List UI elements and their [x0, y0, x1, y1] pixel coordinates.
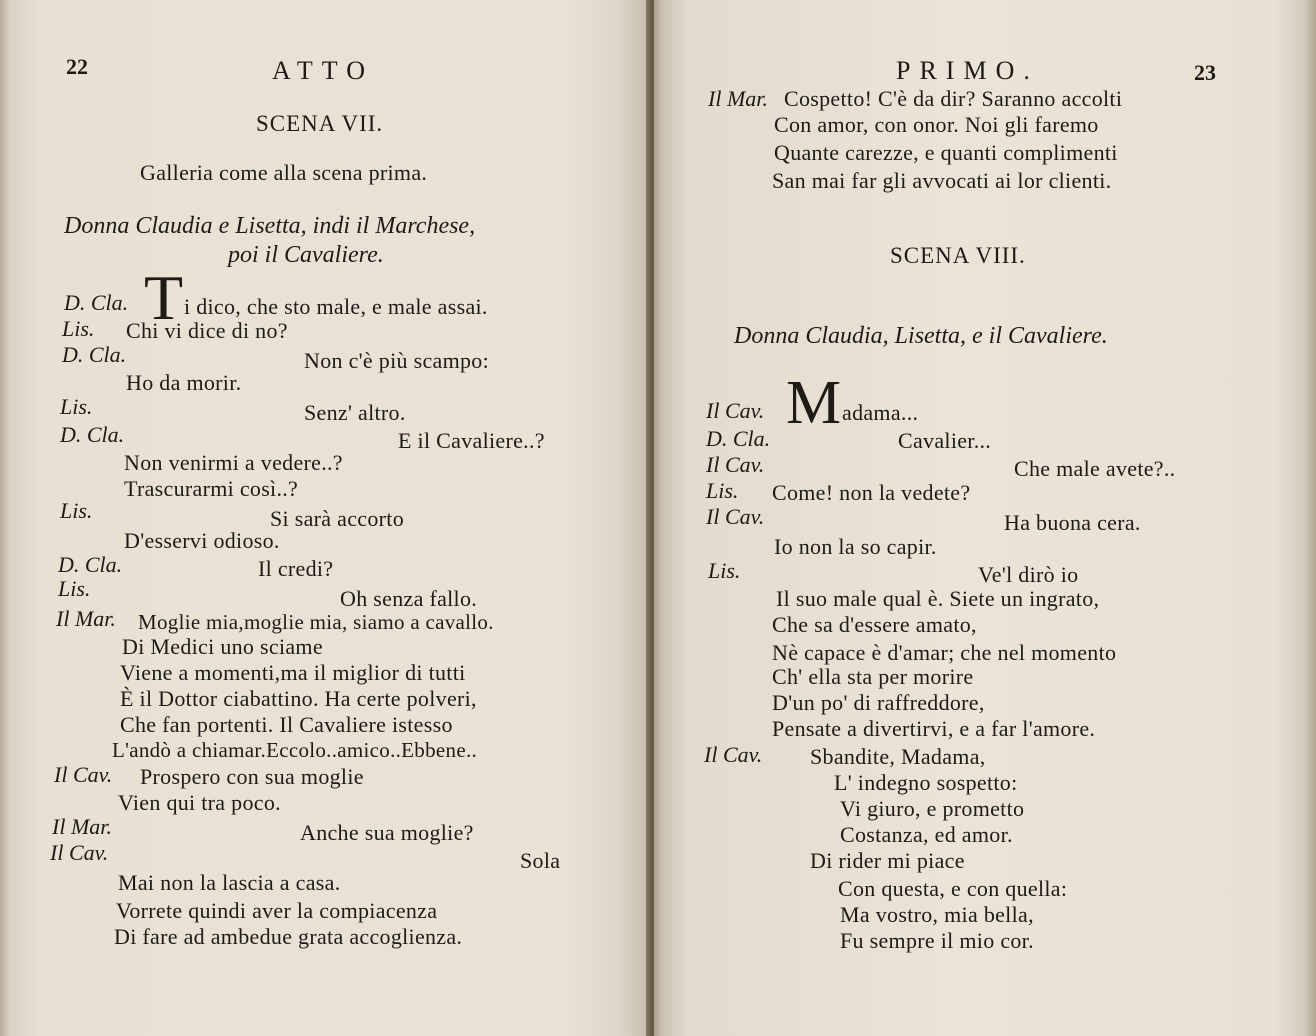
speaker-label: Lis. — [58, 576, 91, 601]
speaker-label: Il Cav. — [50, 840, 109, 865]
dialogue-line: Ch' ella sta per morire — [772, 664, 974, 689]
speaker-label: Il Mar. — [56, 606, 116, 631]
dialogue-line: Ma vostro, mia bella, — [840, 902, 1034, 927]
dialogue-line: Viene a momenti,ma il miglior di tutti — [120, 660, 466, 685]
dialogue-line: E il Cavaliere..? — [398, 428, 545, 453]
dialogue-line: Fu sempre il mio cor. — [840, 928, 1034, 953]
dialogue-line: Ve'l dirò io — [978, 562, 1079, 587]
dialogue-line: Sbandite, Madama, — [810, 744, 986, 769]
speaker-label: D. Cla. — [706, 426, 771, 451]
dialogue-line: adama... — [842, 400, 919, 425]
cast-list: poi il Cavaliere. — [228, 242, 384, 268]
dialogue-line: D'esservi odioso. — [124, 528, 280, 553]
dialogue-line: Nè capace è d'amar; che nel momento — [772, 640, 1117, 665]
speaker-label: D. Cla. — [58, 552, 123, 577]
speaker-label: D. Cla. — [60, 422, 125, 447]
dialogue-line: Che sa d'essere amato, — [772, 612, 977, 637]
cast-list: Donna Claudia, Lisetta, e il Cavaliere. — [734, 323, 1108, 349]
drop-cap: T — [144, 262, 184, 333]
dialogue-line: Di fare ad ambedue grata accoglienza. — [114, 924, 463, 949]
dialogue-line: L' indegno sospetto: — [834, 770, 1018, 795]
speaker-label: Il Cav. — [704, 742, 763, 767]
dialogue-line: Con questa, e con quella: — [838, 876, 1068, 901]
dialogue-line: Io non la so capir. — [774, 534, 937, 559]
dialogue-line: Senz' altro. — [304, 400, 406, 425]
running-head: PRIMO. — [896, 56, 1039, 85]
dialogue-line: Sola — [520, 848, 561, 873]
dialogue-line: Che fan portenti. Il Cavaliere istesso — [120, 712, 453, 737]
speaker-label: D. Cla. — [62, 342, 127, 367]
speaker-label: Il Cav. — [706, 504, 765, 529]
speaker-label: D. Cla. — [64, 290, 129, 315]
running-head: ATTO — [272, 56, 374, 85]
dialogue-line: Come! non la vedete? — [772, 480, 971, 505]
dialogue-line: Di Medici uno sciame — [122, 634, 323, 659]
dialogue-line: Prospero con sua moglie — [140, 764, 364, 789]
dialogue-line: Anche sua moglie? — [300, 820, 474, 845]
dialogue-line: Il suo male qual è. Siete un ingrato, — [776, 586, 1100, 611]
dialogue-line: Non venirmi a vedere..? — [124, 450, 343, 475]
speaker-label: Lis. — [60, 394, 93, 419]
speaker-label: Lis. — [60, 498, 93, 523]
dialogue-line: Costanza, ed amor. — [840, 822, 1013, 847]
page-number: 22 — [66, 54, 88, 79]
dialogue-line: Vien qui tra poco. — [118, 790, 281, 815]
speaker-label: Il Cav. — [706, 452, 765, 477]
drop-cap: M — [786, 369, 842, 437]
speaker-label: Il Mar. — [708, 86, 768, 111]
dialogue-line: Con amor, con onor. Noi gli faremo — [774, 112, 1099, 137]
speaker-label: Lis. — [706, 478, 739, 503]
page-number: 23 — [1194, 60, 1216, 85]
speaker-label: Lis. — [708, 558, 741, 583]
dialogue-line: Vi giuro, e prometto — [840, 796, 1025, 821]
speaker-label: Lis. — [62, 316, 95, 341]
dialogue-line: È il Dottor ciabattino. Ha certe polveri, — [120, 686, 477, 711]
stage-direction: Galleria come alla scena prima. — [140, 160, 428, 185]
left-page — [0, 0, 650, 1036]
dialogue-line: Chi vi dice di no? — [126, 318, 288, 343]
dialogue-line: Quante carezze, e quanti complimenti — [774, 140, 1118, 165]
dialogue-line: Ho da morir. — [126, 370, 242, 395]
dialogue-line: Che male avete?.. — [1014, 456, 1176, 481]
right-page — [654, 0, 1316, 1036]
dialogue-line: Oh senza fallo. — [340, 586, 478, 611]
dialogue-line: D'un po' di raffreddore, — [772, 690, 985, 715]
dialogue-line: Il credi? — [258, 556, 334, 581]
dialogue-line: San mai far gli avvocati ai lor clienti. — [772, 168, 1112, 193]
dialogue-line: Trascurarmi così..? — [124, 476, 299, 501]
dialogue-line: Cavalier... — [898, 428, 992, 453]
cast-list: Donna Claudia e Lisetta, indi il Marchese, — [64, 213, 476, 239]
dialogue-line: Pensate a divertirvi, e a far l'amore. — [772, 716, 1096, 741]
dialogue-line: Ha buona cera. — [1004, 510, 1141, 535]
dialogue-line: i dico, che sto male, e male assai. — [184, 294, 488, 319]
speaker-label: Il Cav. — [54, 762, 113, 787]
dialogue-line: Moglie mia,moglie mia, siamo a cavallo. — [138, 610, 494, 634]
scene-title: SCENA VIII. — [890, 243, 1026, 268]
dialogue-line: Di rider mi piace — [810, 848, 965, 873]
scene-title: SCENA VII. — [256, 111, 384, 136]
dialogue-line: Non c'è più scampo: — [304, 348, 490, 373]
speaker-label: Il Mar. — [52, 814, 112, 839]
dialogue-line: Cospetto! C'è da dir? Saranno accolti — [784, 86, 1123, 111]
dialogue-line: L'andò a chiamar.Eccolo..amico..Ebbene.. — [112, 738, 478, 762]
dialogue-line: Si sarà accorto — [270, 506, 404, 531]
dialogue-line: Vorrete quindi aver la compiacenza — [116, 898, 438, 923]
speaker-label: Il Cav. — [706, 398, 765, 423]
dialogue-line: Mai non la lascia a casa. — [118, 870, 341, 895]
